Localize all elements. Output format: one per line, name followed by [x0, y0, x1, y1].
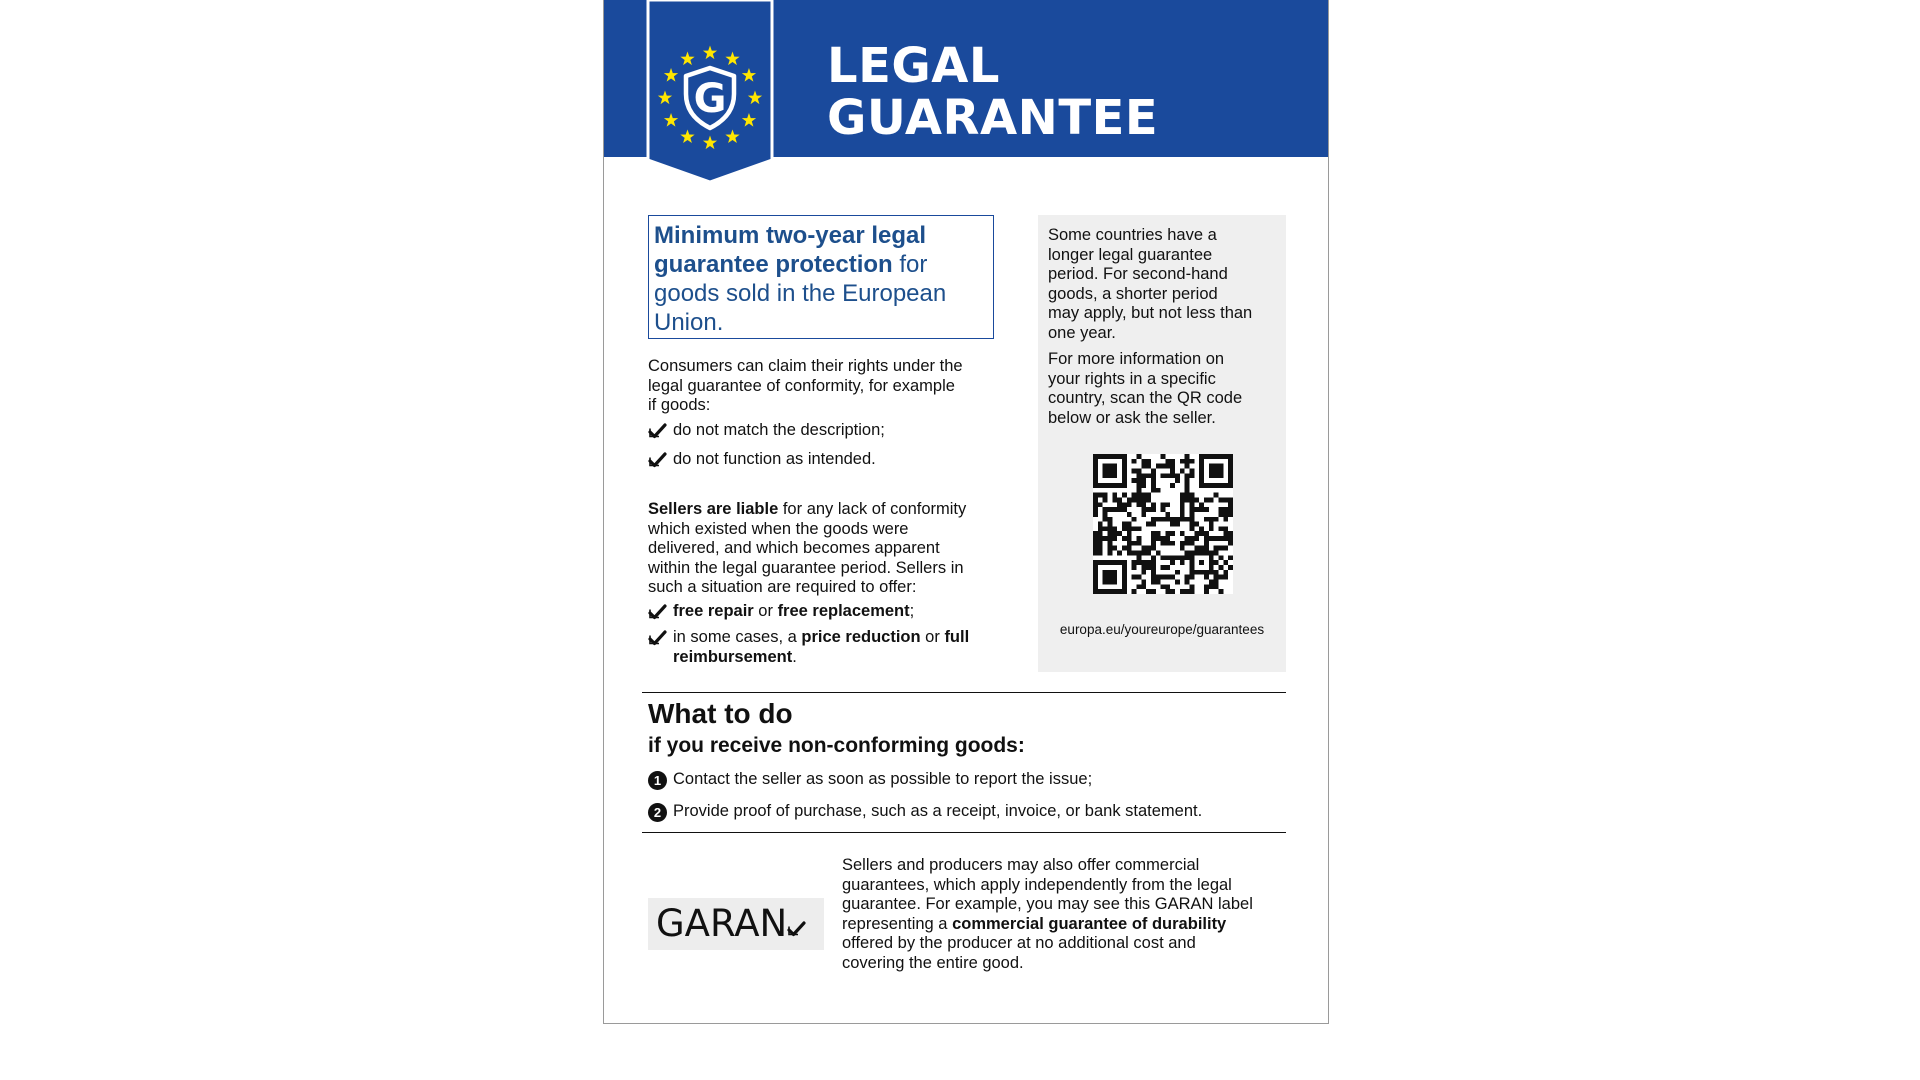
sellers-line: delivered, and which becomes apparent: [648, 539, 940, 557]
sidebar-line: may apply, but not less than: [1048, 304, 1253, 322]
intro-paragraph: [648, 357, 1008, 416]
legal-guarantee-poster: [603, 0, 1329, 1024]
remedy-text: ;: [909, 602, 915, 620]
what-to-do-title: What to do: [648, 698, 793, 729]
country-info-paragraph-1: [1048, 226, 1280, 343]
qr-modules: [1093, 454, 1233, 594]
sidebar-line: longer legal guarantee: [1048, 245, 1213, 264]
remedy-bold: reimbursement: [673, 647, 793, 666]
remedy-text: or: [920, 628, 945, 646]
intro-line: Consumers can claim their rights under the: [648, 357, 963, 375]
step-number-icon: 2: [648, 803, 667, 822]
commercial-line: covering the entire good.: [842, 953, 1024, 972]
step-text: Provide proof of purchase, such as a receipt, invoice, or bank statement.: [673, 802, 1203, 820]
commercial-line: representing a: [842, 914, 953, 933]
checkmark-icon: [648, 423, 668, 439]
remedy-text: or: [753, 602, 778, 620]
sellers-paragraph: [648, 500, 1018, 598]
qr-code[interactable]: [1093, 454, 1233, 594]
garan-label-logo: [648, 898, 824, 950]
sellers-line: such a situation are required to offer:: [648, 578, 917, 596]
commercial-line: offered by the producer at no additional cost and: [842, 934, 1196, 952]
what-to-do-subtitle: if you receive non-conforming goods:: [648, 734, 1025, 757]
remedy-text: .: [792, 647, 797, 666]
country-info-panel: [1038, 215, 1286, 672]
checkmark-icon: [648, 630, 668, 646]
sidebar-line: one year.: [1048, 323, 1116, 342]
country-info-paragraph-2: [1048, 350, 1280, 428]
garan-label-text: GARAN: [656, 902, 788, 945]
guarantees-url[interactable]: europa.eu/youreurope/guarantees: [1059, 622, 1265, 637]
list-item-label: do not match the description;: [673, 421, 885, 439]
remedy-label: [673, 628, 969, 667]
step-number-icon: 1: [648, 771, 667, 790]
sidebar-line: Some countries have a: [1048, 226, 1217, 244]
page-title: [827, 40, 1158, 144]
two-year-guarantee-box: [648, 215, 994, 339]
commercial-guarantee-paragraph: [842, 856, 1302, 973]
emblem-letter: G: [693, 76, 727, 122]
divider: [642, 692, 1286, 693]
remedy-bold: price reduction: [801, 628, 921, 646]
checkmark-icon: [648, 452, 668, 468]
commercial-line: Sellers and producers may also offer commercial: [842, 856, 1200, 874]
commercial-bold: commercial guarantee of durability: [952, 914, 1227, 933]
highlight-bold: Minimum two-year legal guarantee protection: [654, 222, 927, 278]
sellers-line: within the legal guarantee period. Sellers in: [648, 558, 964, 577]
eu-guarantee-emblem: [646, 0, 774, 182]
title-line-2: GUARANTEE: [827, 90, 1159, 146]
remedy-text: in some cases, a: [673, 628, 802, 646]
sidebar-line: For more information on: [1048, 350, 1225, 368]
intro-line: if goods:: [648, 396, 711, 414]
sellers-bold: Sellers are liable: [648, 500, 779, 518]
remedy-bold: free replacement: [777, 602, 910, 620]
sidebar-line: country, scan the QR code: [1048, 389, 1243, 407]
sidebar-line: period. For second-hand: [1048, 265, 1228, 283]
sidebar-line: your rights in a specific: [1048, 369, 1216, 388]
divider: [642, 832, 1286, 833]
list-item-label: do not function as intended.: [673, 450, 876, 468]
step-text: Contact the seller as soon as possible to report the issue;: [673, 770, 1093, 788]
intro-line: legal guarantee of conformity, for example: [648, 376, 955, 395]
checkmark-icon: [648, 604, 668, 620]
remedy-bold: full: [944, 628, 970, 646]
sidebar-line: goods, a shorter period: [1048, 284, 1218, 303]
sellers-line: which existed when the goods were: [648, 519, 909, 538]
remedy-label: [673, 602, 914, 622]
title-line-1: LEGAL: [827, 38, 1001, 94]
checkmark-icon: [787, 921, 807, 937]
remedy-bold: free repair: [673, 602, 754, 620]
commercial-line: guarantee. For example, you may see this GARAN label: [842, 895, 1253, 913]
commercial-line: guarantees, which apply independently from the legal: [842, 875, 1232, 894]
sellers-line: for any lack of conformity: [778, 500, 967, 518]
highlight-rest: for goods sold in the European Union.: [654, 251, 947, 336]
sidebar-line: below or ask the seller.: [1048, 408, 1216, 427]
